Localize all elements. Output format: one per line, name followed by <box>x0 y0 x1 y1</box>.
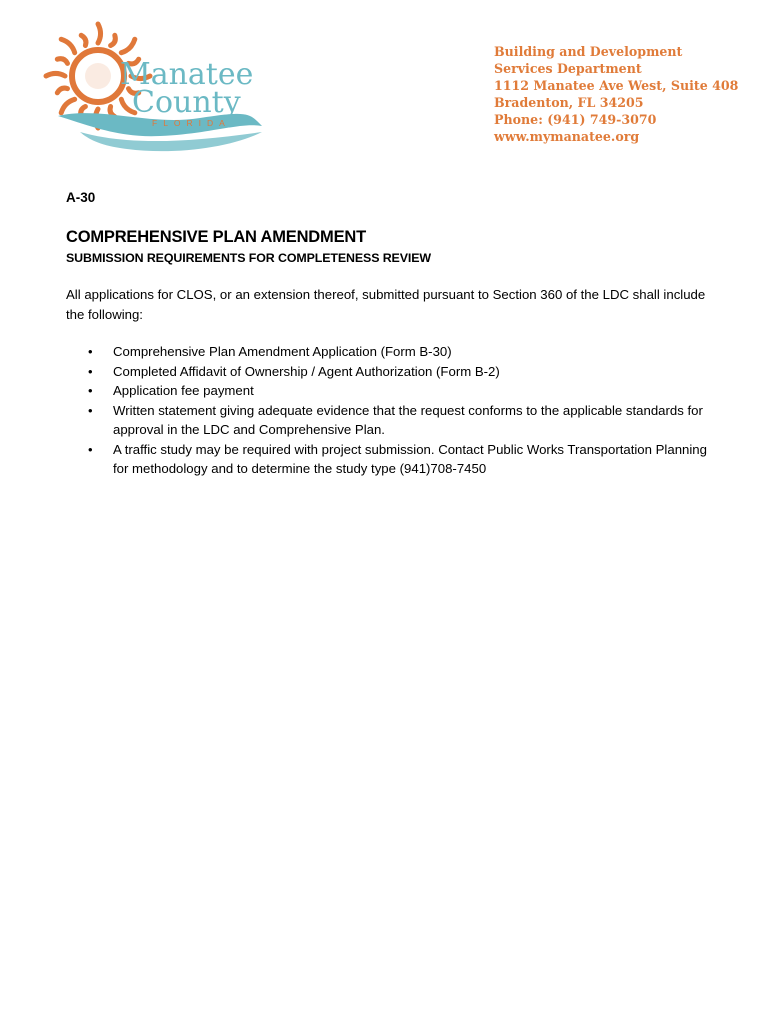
manatee-county-logo <box>40 14 270 164</box>
list-item <box>66 342 716 362</box>
sun-ray <box>81 35 86 45</box>
bullet-icon: • <box>88 383 93 398</box>
document-title: COMPREHENSIVE PLAN AMENDMENT <box>66 228 366 246</box>
department-phone: Phone: (941) 749-3070 <box>494 111 657 127</box>
sun-ray <box>61 39 74 53</box>
list-item <box>66 440 716 479</box>
sun-ray <box>121 39 135 53</box>
sun-ray <box>61 99 74 113</box>
list-item <box>66 381 716 401</box>
requirement-text: A traffic study may be required with project submission. Contact Public Works Transportation Planning for methodology and to determine the study type (941)708-7450 <box>113 441 707 476</box>
requirements-list <box>66 342 716 479</box>
sun-ray <box>98 24 101 43</box>
requirement-text: Completed Affidavit of Ownership / Agent Authorization (Form B-2) <box>113 363 500 379</box>
logo-manatee-text: Manatee <box>120 57 254 92</box>
bullet-icon: • <box>88 344 93 359</box>
form-code: A-30 <box>66 190 96 205</box>
requirement-text: Written statement giving adequate evidence that the request conforms to the applicable standards for approval in the LDC and Comprehensive Plan. <box>113 402 703 437</box>
department-address: 1112 Manatee Ave West, Suite 408 <box>494 77 739 93</box>
sun-ray <box>57 59 67 64</box>
sun-ray <box>46 73 65 76</box>
sun-ray <box>57 88 67 93</box>
department-contact-block <box>494 44 756 145</box>
requirement-text: Comprehensive Plan Amendment Application (Form B-30) <box>113 344 452 359</box>
department-city: Bradenton, FL 34205 <box>494 94 644 110</box>
logo-county-text: County <box>132 85 241 120</box>
document-subtitle: SUBMISSION REQUIREMENTS FOR COMPLETENESS REVIEW <box>66 251 431 265</box>
requirement-text: Application fee payment <box>113 383 254 398</box>
department-website[interactable]: www.mymanatee.org <box>494 128 640 144</box>
list-item <box>66 401 716 440</box>
bullet-icon: • <box>88 441 93 457</box>
sun-ray <box>111 35 116 45</box>
department-name-line1: Building and Development <box>494 44 683 59</box>
logo-florida-text: FLORIDA <box>152 118 231 128</box>
sun-wave-logo-icon <box>40 14 270 164</box>
department-name-line2: Services Department <box>494 60 642 76</box>
bullet-icon: • <box>88 402 93 418</box>
intro-paragraph: All applications for CLOS, or an extension thereof, submitted pursuant to Section 360 of the LDC shall include the following: <box>66 287 706 322</box>
bullet-icon: • <box>88 363 93 379</box>
list-item <box>66 362 716 382</box>
